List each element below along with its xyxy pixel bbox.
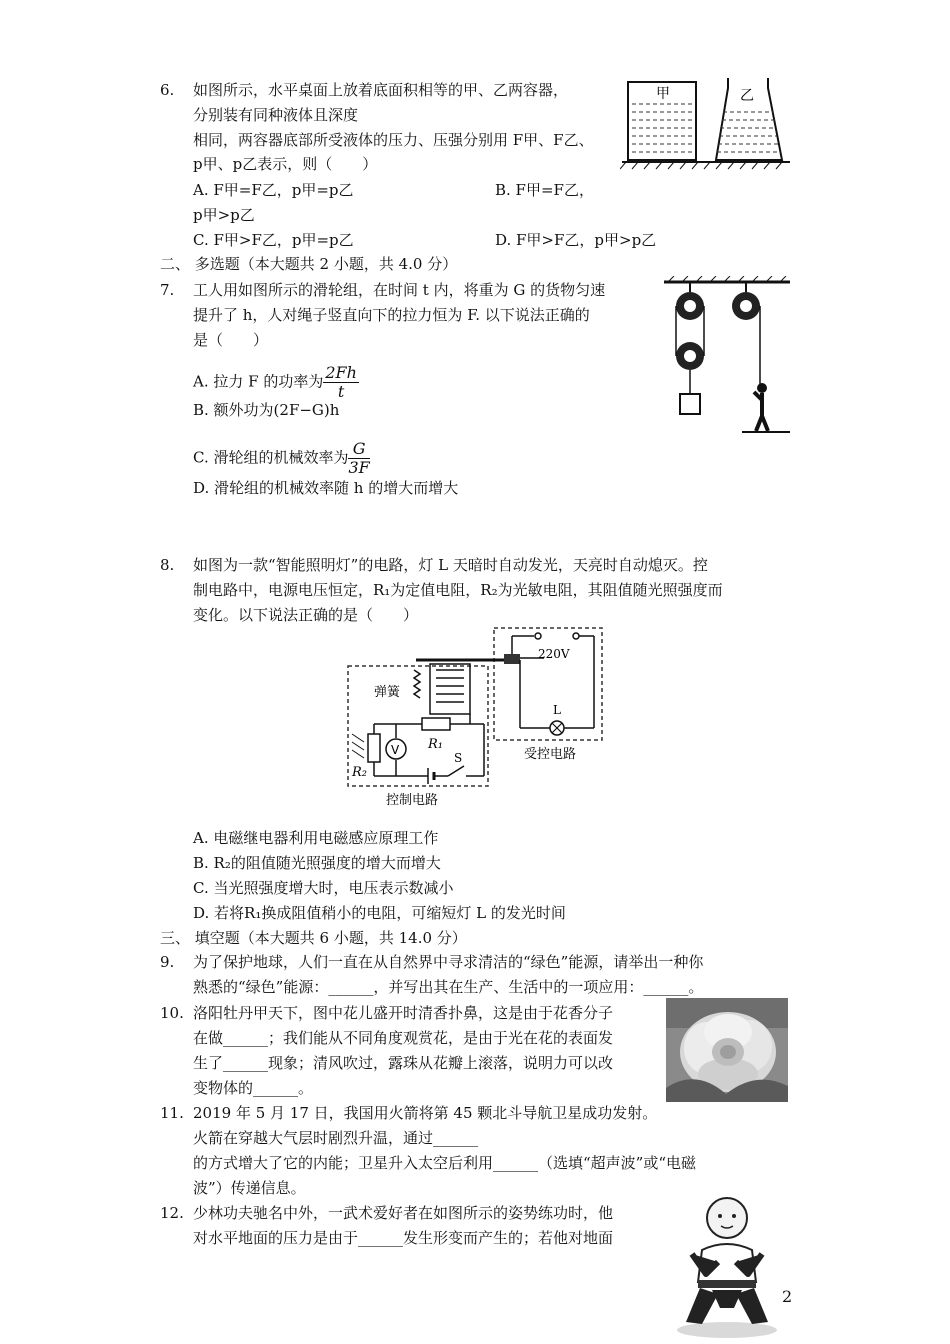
q6-option-d: D. F甲>F乙，p甲>p乙	[495, 231, 657, 249]
q8-line-3: 变化。以下说法正确的是（ ）	[193, 606, 419, 624]
q7-option-c-text: C. 滑轮组的机械效率为	[193, 448, 349, 467]
q7-line-3: 是（ ）	[193, 331, 269, 349]
label-switch-s: S	[454, 751, 463, 765]
label-r2: R₂	[352, 765, 367, 780]
q11-number: 11.	[160, 1104, 184, 1122]
q12-line-2: 对水平地面的压力是由于______发生形变而产生的；若他对地面	[193, 1229, 614, 1247]
q11-line-3: 的方式增大了它的内能；卫星升入太空后利用______（选填“超声波”或“电磁	[193, 1154, 697, 1172]
fraction-efficiency-numerator: G	[348, 440, 369, 459]
q10-number: 10.	[160, 1004, 184, 1022]
q8-number: 8.	[160, 556, 175, 574]
q6-line-2: 分别装有同种液体且深度	[193, 106, 359, 124]
q9-number: 9.	[160, 953, 175, 971]
q9-line-2: 熟悉的“绿色”能源：______，并写出其在生产、生活中的一项应用：______。	[193, 978, 704, 996]
label-lamp-l: L	[553, 703, 561, 717]
fraction-power-denominator: t	[337, 382, 345, 401]
q6-option-b: B. F甲=F乙，	[495, 181, 594, 199]
q7-number: 7.	[160, 281, 175, 299]
q8-option-d: D. 若将R₁换成阻值稍小的电阻，可缩短灯 L 的发光时间	[193, 904, 566, 922]
q7-option-a	[193, 364, 359, 401]
q8-option-b: B. R₂的阻值随光照强度的增大而增大	[193, 854, 441, 872]
section-3-heading: 三、 填空题（本大题共 6 小题，共 14.0 分）	[160, 929, 467, 947]
peony-photo	[666, 998, 788, 1102]
q6-line-3: 相同，两容器底部所受液体的压力、压强分别用 F甲、F乙、	[193, 131, 594, 149]
fraction-efficiency-denominator: 3F	[348, 458, 370, 477]
q10-line-2: 在做______；我们能从不同角度观赏花，是由于光在花的表面发	[193, 1029, 614, 1047]
q7-option-b: B. 额外功为(2F−G)h	[193, 401, 340, 419]
label-controlled-circuit: 受控电路	[524, 747, 577, 762]
q10-line-1: 洛阳牡丹甲天下，图中花儿盛开时清香扑鼻，这是由于花香分子	[193, 1004, 614, 1022]
q11-line-4: 波”）传递信息。	[193, 1179, 306, 1197]
section-2-heading: 二、 多选题（本大题共 2 小题，共 4.0 分）	[160, 255, 458, 273]
label-yi: 乙	[740, 88, 754, 104]
q8-line-2: 制电路中，电源电压恒定，R₁为定值电阻，R₂为光敏电阻，其阻值随光照强度而	[193, 581, 723, 599]
fraction-power-numerator: 2Fh	[325, 363, 357, 382]
label-220v: 220V	[538, 647, 570, 661]
q11-line-2: 火箭在穿越大气层时剧烈升温，通过______	[193, 1129, 479, 1147]
q9-line-1: 为了保护地球，人们一直在从自然界中寻求清洁的“绿色”能源，请举出一种你	[193, 953, 704, 971]
fraction-efficiency	[348, 440, 369, 477]
q11-line-1: 2019 年 5 月 17 日，我国用火箭将第 45 颗北斗导航卫星成功发射。	[193, 1104, 658, 1122]
q6-option-a: A. F甲=F乙，p甲=p乙	[193, 181, 354, 199]
q7-option-a-text: A. 拉力 F 的功率为	[193, 372, 324, 391]
q10-line-3: 生了______现象；清风吹过，露珠从花瓣上滚落，说明力可以改	[193, 1054, 614, 1072]
q7-line-1: 工人用如图所示的滑轮组，在时间 t 内，将重为 G 的货物匀速	[193, 281, 606, 299]
containers-figure	[620, 74, 792, 170]
q7-option-d: D. 滑轮组的机械效率随 h 的增大而增大	[193, 479, 459, 497]
label-r1: R₁	[428, 737, 443, 752]
circuit-figure	[344, 624, 606, 810]
label-jia: 甲	[656, 86, 670, 102]
fraction-power	[323, 364, 359, 401]
q8-line-1: 如图为一款“智能照明灯”的电路，灯 L 天暗时自动发光，天亮时自动熄灭。控	[193, 556, 708, 574]
q6-option-b-cont: p甲>p乙	[193, 206, 255, 224]
q6-line-1: 如图所示，水平桌面上放着底面积相等的甲、乙两容器，	[193, 81, 569, 99]
page-number: 2	[782, 1287, 793, 1306]
q8-option-a: A. 电磁继电器利用电磁感应原理工作	[193, 829, 439, 847]
q12-line-1: 少林功夫驰名中外，一武术爱好者在如图所示的姿势练功时，他	[193, 1204, 614, 1222]
pulley-figure	[662, 276, 792, 436]
q8-option-c: C. 当光照强度增大时，电压表示数减小	[193, 879, 454, 897]
q7-option-c	[193, 440, 370, 477]
q12-number: 12.	[160, 1204, 184, 1222]
q6-option-c: C. F甲>F乙，p甲=p乙	[193, 231, 354, 249]
q7-line-2: 提升了 h，人对绳子竖直向下的拉力恒为 F. 以下说法正确的	[193, 306, 590, 324]
q6-line-4: p甲、p乙表示，则（ ）	[193, 155, 378, 173]
q10-line-4: 变物体的______。	[193, 1079, 314, 1097]
label-spring: 弹簧	[374, 685, 401, 700]
label-voltmeter: V	[391, 743, 400, 757]
martial-artist-figure	[672, 1190, 782, 1340]
label-control-circuit: 控制电路	[386, 793, 439, 808]
q6-number: 6.	[160, 81, 175, 99]
